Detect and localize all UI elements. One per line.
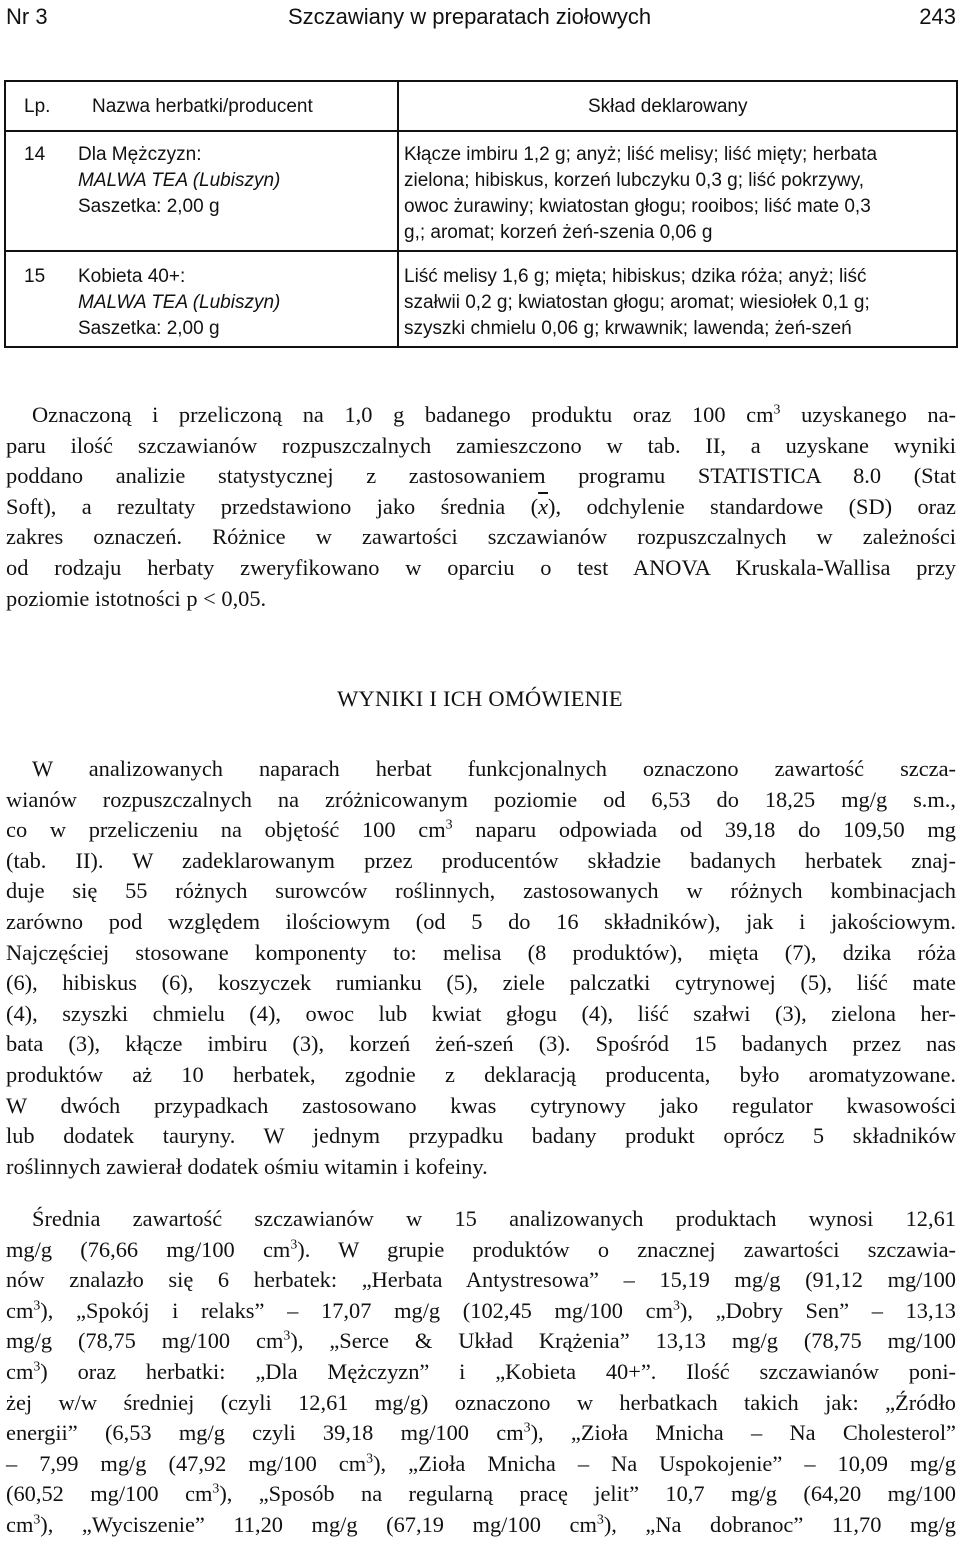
column-header-name: Nazwa herbatki/producent (92, 96, 313, 117)
composition-line: Kłącze imbiru 1,2 g; anyż; liść melisy; liść mięty; herbata (404, 144, 878, 165)
composition-table (4, 80, 958, 348)
results-paragraph-1 (6, 754, 956, 1182)
text-line: co w przeliczeniu na objętość 100 $cm^3$ naparu odpowiada od 39,18 do 109,50 mg (6, 817, 956, 843)
composition-line: g,; aromat; korzeń żeń-szenia 0,06 g (404, 222, 713, 243)
row-14-composition (404, 142, 877, 246)
row-15-lp: 15 (24, 266, 46, 287)
methods-paragraph (6, 400, 956, 614)
row-14-lp: 14 (24, 144, 46, 165)
row-15-composition (404, 264, 870, 342)
text-line: bata (3), kłącze imbiru (3), korzeń żeń-szeń (3). Spośród 15 badanych przez nas (6, 1031, 956, 1057)
product-name: Dla Mężczyzn: (78, 144, 202, 165)
text-line: W analizowanych naparach herbat funkcjonalnych oznaczono zawartość szcza- (32, 756, 956, 781)
text-line: Najczęściej stosowane komponenty to: melisa (8 produktów), mięta (7), dzika róża (6, 939, 956, 965)
product-producer: MALWA TEA (Lubiszyn) (78, 170, 281, 191)
table-row-rule (6, 250, 956, 252)
column-header-composition: Skład deklarowany (588, 96, 748, 117)
composition-line: szałwii 0,2 g; kwiatostan głogu; aromat; wiesiołek 0,1 g; (404, 292, 870, 313)
text-line: $cm^3$), „Wyciszenie” 11,20 mg/g (67,19 mg/100 $cm^3$), „Na dobranoc” 11,70 mg/g (6, 1511, 956, 1537)
text-line: zarówno pod względem ilościowym (od 5 do 16 składników), jak i jakościowym. (6, 908, 956, 934)
product-package: Saszetka: 2,00 g (78, 318, 220, 339)
text-line: duje się 55 różnych surowców roślinnych, zastosowanych w różnych kombinacjach (6, 878, 956, 904)
text-line: roślinnych zawierał dodatek ośmiu witamin i kofeiny. (6, 1153, 488, 1179)
text-line: Średnia zawartość szczawianów w 15 analizowanych produktach wynosi 12,61 (32, 1206, 956, 1231)
text-line: wianów rozpuszczalnych na zróżnicowanym poziomie od 6,53 do 18,25 mg/g s.m., (6, 786, 956, 812)
table-column-rule (397, 82, 399, 346)
text-line: paru ilość szczawianów rozpuszczalnych zamieszczono w tab. II, a uzyskane wyniki (6, 432, 956, 458)
running-head (0, 0, 960, 32)
page-number: 243 (919, 4, 956, 29)
row-14-product (78, 142, 280, 220)
text-line: zakres oznaczeń. Różnice w zawartości szczawianów rozpuszczalnych w zależności (6, 524, 956, 550)
text-line: (tab. II). W zadeklarowanym przez producentów składzie badanych herbatek znaj- (6, 847, 956, 873)
text-line: $cm^3$), „Spokój i relaks” – 17,07 mg/g (102,45 mg/100 $cm^3$), „Dobry Sen” – 13,13 (6, 1297, 956, 1323)
row-15-product (78, 264, 280, 342)
text-line: mg/g (76,66 mg/100 $cm^3$). W grupie produktów o znacznej zawartości szczawia- (6, 1236, 956, 1262)
text-line: od rodzaju herbaty zweryfikowano w oparciu o test ANOVA Kruskala-Wallisa przy (6, 554, 956, 580)
product-producer: MALWA TEA (Lubiszyn) (78, 292, 281, 313)
text-line: (4), szyszki chmielu (4), owoc lub kwiat głogu (4), liść szałwi (3), zielona her- (6, 1000, 956, 1026)
text-line: Oznaczoną i przeliczoną na 1,0 g badanego produktu oraz 100 $cm^3$ uzyskanego na- (32, 402, 956, 427)
text-line: lub dodatek tauryny. W jednym przypadku badany produkt oprócz 5 składników (6, 1123, 956, 1149)
section-heading: WYNIKI I ICH OMÓWIENIE (337, 686, 623, 711)
results-paragraph-2 (6, 1204, 956, 1541)
text-line: Soft), a rezultaty przedstawiono jako średnia $(\overline{x})$, odchylenie standardowe (SD) oraz (6, 493, 956, 519)
table-header-rule (6, 130, 956, 132)
composition-line: zielona; hibiskus, korzeń lubczyku 0,3 g; liść pokrzywy, (404, 170, 865, 191)
text-line: poddano analizie statystycznej z zastosowaniem programu STATISTICA 8.0 (Stat (6, 463, 956, 489)
composition-line: Liść melisy 1,6 g; mięta; hibiskus; dzika róża; anyż; liść (404, 266, 867, 287)
column-header-lp: Lp. (24, 96, 51, 117)
text-line: W dwóch przypadkach zastosowano kwas cytrynowy jako regulator kwasowości (6, 1092, 956, 1118)
text-line: energii” (6,53 mg/g czyli 39,18 mg/100 $cm^3$), „Zioła Mnicha – Na Cholesterol” (6, 1420, 956, 1446)
text-line: – 7,99 mg/g (47,92 mg/100 $cm^3$), „Zioła Mnicha – Na Uspokojenie” – 10,09 mg/g (6, 1450, 956, 1476)
text-line: żej w/w średniej (czyli 12,61 mg/g) oznaczono w herbatkach takich jak: „Źródło (6, 1389, 956, 1415)
mean-symbol: $\overline{x}$ (538, 493, 549, 519)
product-name: Kobieta 40+: (78, 266, 186, 287)
composition-line: szyszki chmielu 0,06 g; krwawnik; lawenda; żeń-szeń (404, 318, 852, 339)
text-line: poziomie istotności p < 0,05. (6, 585, 267, 611)
product-package: Saszetka: 2,00 g (78, 196, 220, 217)
text-line: (60,52 mg/100 $cm^3$), „Sposób na regularną pracę jelit” 10,7 mg/g (64,20 mg/100 (6, 1481, 956, 1507)
text-line: (6), hibiskus (6), koszyczek rumianku (5), ziele palczatki cytrynowej (5), liść mate (6, 970, 956, 996)
journal-issue: Nr 3 (6, 4, 48, 29)
text-line: $cm^3$) oraz herbatki: „Dla Mężczyzn” i „Kobieta 40+”. Ilość szczawianów poni- (6, 1358, 956, 1384)
running-title: Szczawiany w preparatach ziołowych (288, 4, 652, 29)
text-line: nów znalazło się 6 herbatek: „Herbata Antystresowa” – 15,19 mg/g (91,12 mg/100 (6, 1267, 956, 1293)
composition-line: owoc żurawiny; kwiatostan głogu; rooibos; liść mate 0,3 (404, 196, 871, 217)
text-line: mg/g (78,75 mg/100 $cm^3$), „Serce & Układ Krążenia” 13,13 mg/g (78,75 mg/100 (6, 1328, 956, 1354)
text-line: produktów aż 10 herbatek, zgodnie z deklaracją producenta, było aromatyzowane. (6, 1061, 956, 1087)
